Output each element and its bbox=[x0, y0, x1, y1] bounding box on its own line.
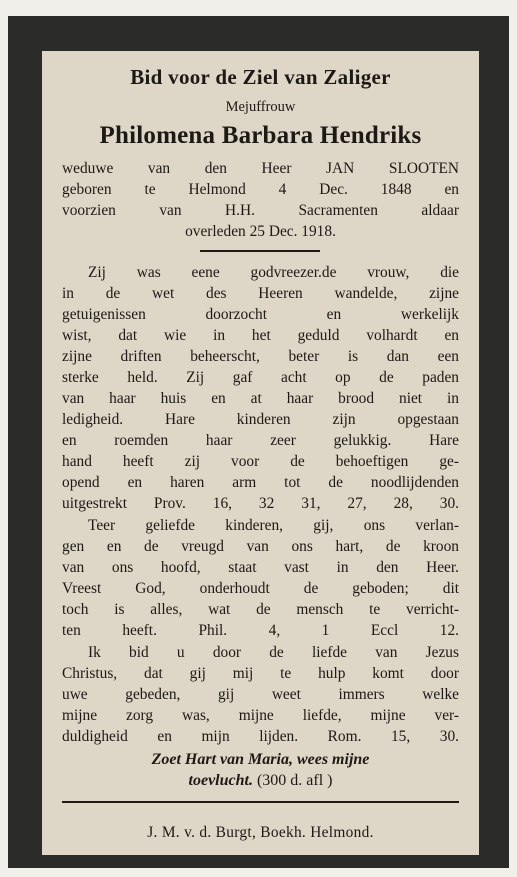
body-line: van ons hoofd, staat vast in den Heer. bbox=[62, 559, 459, 576]
memorial-card-border bbox=[8, 16, 509, 868]
detail-line: weduwe van den Heer JAN SLOOTEN bbox=[62, 160, 459, 177]
body-line: hand heeft zij voor de behoeftigen ge- bbox=[62, 453, 459, 470]
body-line: gen en de vreugd van ons hart, de kroon bbox=[62, 538, 459, 555]
honorific: Mejuffrouw bbox=[225, 99, 296, 115]
body-line: sterke held. Zij gaf acht op de paden bbox=[62, 369, 459, 386]
detail-line: voorzien van H.H. Sacramenten aldaar bbox=[62, 202, 459, 219]
body-line: getuigenissen doorzocht en werkelijk bbox=[62, 306, 459, 323]
prayer-line-2 bbox=[62, 771, 459, 791]
body-line: toch is alles, wat de mensch te verricht- bbox=[62, 601, 459, 618]
body-line: en roemden haar zeer gelukkig. Hare bbox=[62, 432, 459, 449]
divider-rule bbox=[200, 250, 320, 252]
body-line: zijne driften beheerscht, beter is dan een bbox=[62, 348, 459, 365]
body-line: Teer geliefde kinderen, gij, ons verlan- bbox=[88, 517, 459, 534]
body-line: van haar huis en at haar brood niet in bbox=[62, 390, 459, 407]
body-line: in de wet des Heeren wandelde, zijne bbox=[62, 285, 459, 302]
body-line: uitgestrekt Prov. 16, 32 31, 27, 28, 30. bbox=[62, 495, 459, 512]
body-line: Zij was eene godvreezer.de vrouw, die bbox=[88, 264, 459, 281]
prayer-word: toevlucht. bbox=[188, 772, 253, 789]
detail-line: overleden 25 Dec. 1918. bbox=[185, 223, 336, 240]
body-line: Ik bid u door de liefde van Jezus bbox=[88, 644, 459, 661]
body-line: duldigheid en mijn lijden. Rom. 15, 30. bbox=[62, 728, 459, 745]
body-line: Christus, dat gij mij te hulp komt door bbox=[62, 665, 459, 682]
detail-line: geboren te Helmond 4 Dec. 1848 en bbox=[62, 181, 459, 198]
footer-rule bbox=[62, 801, 459, 803]
body-line: mijne zorg was, mijne liefde, mijne ver- bbox=[62, 707, 459, 724]
prayer-line: Zoet Hart van Maria, wees mijne bbox=[151, 751, 370, 768]
memorial-card-paper bbox=[42, 51, 479, 855]
body-line: opend en haren arm tot de noodlijdenden bbox=[62, 474, 459, 491]
deceased-name: Philomena Barbara Hendriks bbox=[99, 122, 422, 149]
body-line: uwe gebeden, gij weet immers welke bbox=[62, 686, 459, 703]
body-line: wist, dat wie in het geduld volhardt en bbox=[62, 327, 459, 344]
indulgence-note: (300 d. afl ) bbox=[252, 772, 333, 789]
body-line: ledigheid. Hare kinderen zijn opgestaan bbox=[62, 411, 459, 428]
card-title: Bid voor de Ziel van Zaliger bbox=[130, 65, 391, 89]
body-line: ten heeft. Phil. 4, 1 Eccl 12. bbox=[62, 622, 459, 639]
printer-credit: J. M. v. d. Burgt, Boekh. Helmond. bbox=[147, 824, 374, 841]
body-line: Vreest God, onderhoudt de geboden; dit bbox=[62, 580, 459, 597]
